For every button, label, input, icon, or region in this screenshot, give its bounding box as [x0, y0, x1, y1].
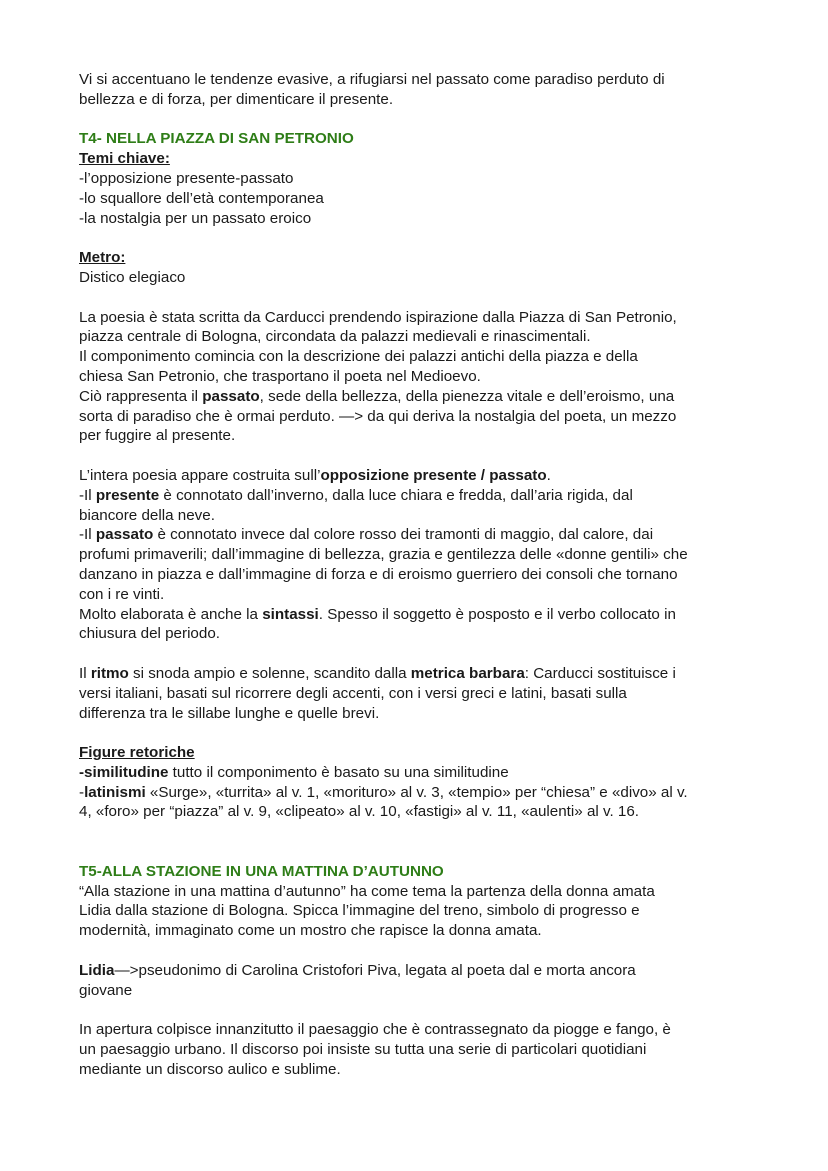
text-run: è connotato dall’inverno, dalla luce chiara e fredda, dall’aria rigida, dal	[159, 486, 633, 504]
text-run: .	[546, 466, 551, 484]
bold-term: passato	[95, 526, 154, 544]
paragraph-line: giovane	[79, 981, 133, 999]
temi-chiave-heading: Temi chiave:	[79, 150, 170, 168]
text-run: Ciò rappresenta il	[79, 387, 203, 405]
paragraph-line: biancore della neve.	[79, 506, 215, 524]
bold-term: opposizione presente / passato	[320, 466, 547, 484]
text-run: è connotato invece dal colore rosso dei tramonti di maggio, dal calore, dai	[153, 526, 654, 544]
paragraph-line	[79, 525, 759, 545]
intro-line: Vi si accentuano le tendenze evasive, a rifugiarsi nel passato come paradiso perduto di	[79, 71, 665, 88]
bold-term: metrica barbara	[410, 664, 525, 682]
bold-term: passato	[202, 387, 260, 405]
paragraph-line	[79, 466, 759, 486]
text-run: Molto elaborata è anche la	[79, 605, 263, 623]
text-run: tutto il componimento è basato su una similitudine	[168, 763, 509, 781]
paragraph-line: chiesa San Petronio, che trasportano il poeta nel Medioevo.	[79, 367, 481, 385]
paragraph-line: con i re vinti.	[79, 585, 165, 603]
paragraph-line	[79, 387, 759, 407]
bold-term: sintassi	[262, 605, 319, 623]
paragraph-line: per fuggire al presente.	[79, 427, 236, 445]
text-run: «Surge», «turrita» al v. 1, «morituro» al v. 3, «tempio» per “chiesa” e «divo» al v.	[145, 783, 688, 801]
paragraph-line: modernità, immaginato come un mostro che rapisce la donna amata.	[79, 922, 542, 940]
tema-item: -lo squallore dell’età contemporanea	[79, 189, 324, 207]
document-page	[79, 70, 759, 1080]
text-run: , sede della bellezza, della pienezza vitale e dell’eroismo, una	[259, 387, 675, 405]
metro-value: Distico elegiaco	[79, 268, 186, 286]
paragraph-line	[79, 783, 759, 803]
figure-retoriche-heading: Figure retoriche	[79, 744, 195, 762]
paragraph-line: “Alla stazione in una mattina d’autunno” ha come tema la partenza della donna amata	[79, 882, 655, 900]
text-run: -	[79, 783, 85, 801]
t4-title: T4- NELLA PIAZZA DI SAN PETRONIO	[79, 130, 354, 148]
tema-item: -la nostalgia per un passato eroico	[79, 209, 312, 227]
bold-term: presente	[95, 486, 160, 504]
paragraph-line	[79, 961, 759, 981]
paragraph-line: differenza tra le sillabe lunghe e quelle brevi.	[79, 704, 380, 722]
intro-line: bellezza e di forza, per dimenticare il presente.	[79, 90, 394, 108]
paragraph-line: La poesia è stata scritta da Carducci prendendo ispirazione dalla Piazza di San Petronio,	[79, 308, 677, 326]
paragraph-line: danzano in piazza e dall’immagine di forza e di eroismo guerriero dei consoli che tornano	[79, 565, 678, 583]
bold-term: Lidia	[79, 961, 115, 979]
text-run: : Carducci sostituisce i	[524, 664, 676, 682]
t5-title: T5-ALLA STAZIONE IN UNA MATTINA D’AUTUNNO	[79, 862, 444, 880]
metro-heading: Metro:	[79, 249, 126, 267]
text-run: -Il	[79, 486, 96, 504]
text-run: . Spesso il soggetto è posposto e il verbo collocato in	[318, 605, 676, 623]
paragraph-line: profumi primaverili; dall’immagine di bellezza, grazia e gentilezza delle «donne gentili» che	[79, 546, 688, 564]
paragraph-line: chiusura del periodo.	[79, 625, 220, 643]
paragraph-line: 4, «foro» per “piazza” al v. 9, «clipeato» al v. 10, «fastigi» al v. 11, «aulenti» al v. 16.	[79, 803, 640, 821]
text-run: —>pseudonimo di Carolina Cristofori Piva, legata al poeta dal e morta ancora	[114, 961, 636, 979]
paragraph-line	[79, 486, 759, 506]
paragraph-line	[79, 664, 759, 684]
paragraph-line	[79, 605, 759, 625]
bold-term: -similitudine	[79, 763, 169, 781]
tema-item: -l’opposizione presente-passato	[79, 169, 294, 187]
text-run: si snoda ampio e solenne, scandito dalla	[128, 664, 411, 682]
bold-term: latinismi	[84, 783, 146, 801]
paragraph-line: versi italiani, basati sul ricorrere degli accenti, con i versi greci e latini, basati sulla	[79, 684, 627, 702]
paragraph-line: sorta di paradiso che è ormai perduto. —> da qui deriva la nostalgia del poeta, un mezzo	[79, 407, 677, 425]
bold-term: ritmo	[90, 664, 129, 682]
paragraph-line: mediante un discorso aulico e sublime.	[79, 1060, 341, 1078]
paragraph-line: un paesaggio urbano. Il discorso poi insiste su tutta una serie di particolari quotidiani	[79, 1041, 647, 1059]
text-run: -Il	[79, 526, 96, 544]
paragraph-line: Il componimento comincia con la descrizione dei palazzi antichi della piazza e della	[79, 348, 638, 366]
paragraph-line: In apertura colpisce innanzitutto il paesaggio che è contrassegnato da piogge e fango, è	[79, 1021, 671, 1039]
text-run: L’intera poesia appare costruita sull’	[79, 466, 321, 484]
paragraph-line: piazza centrale di Bologna, circondata da palazzi medievali e rinascimentali.	[79, 328, 591, 346]
text-run: Il	[79, 664, 91, 682]
paragraph-line: Lidia dalla stazione di Bologna. Spicca l’immagine del treno, simbolo di progresso e	[79, 902, 640, 920]
paragraph-line	[79, 763, 759, 783]
